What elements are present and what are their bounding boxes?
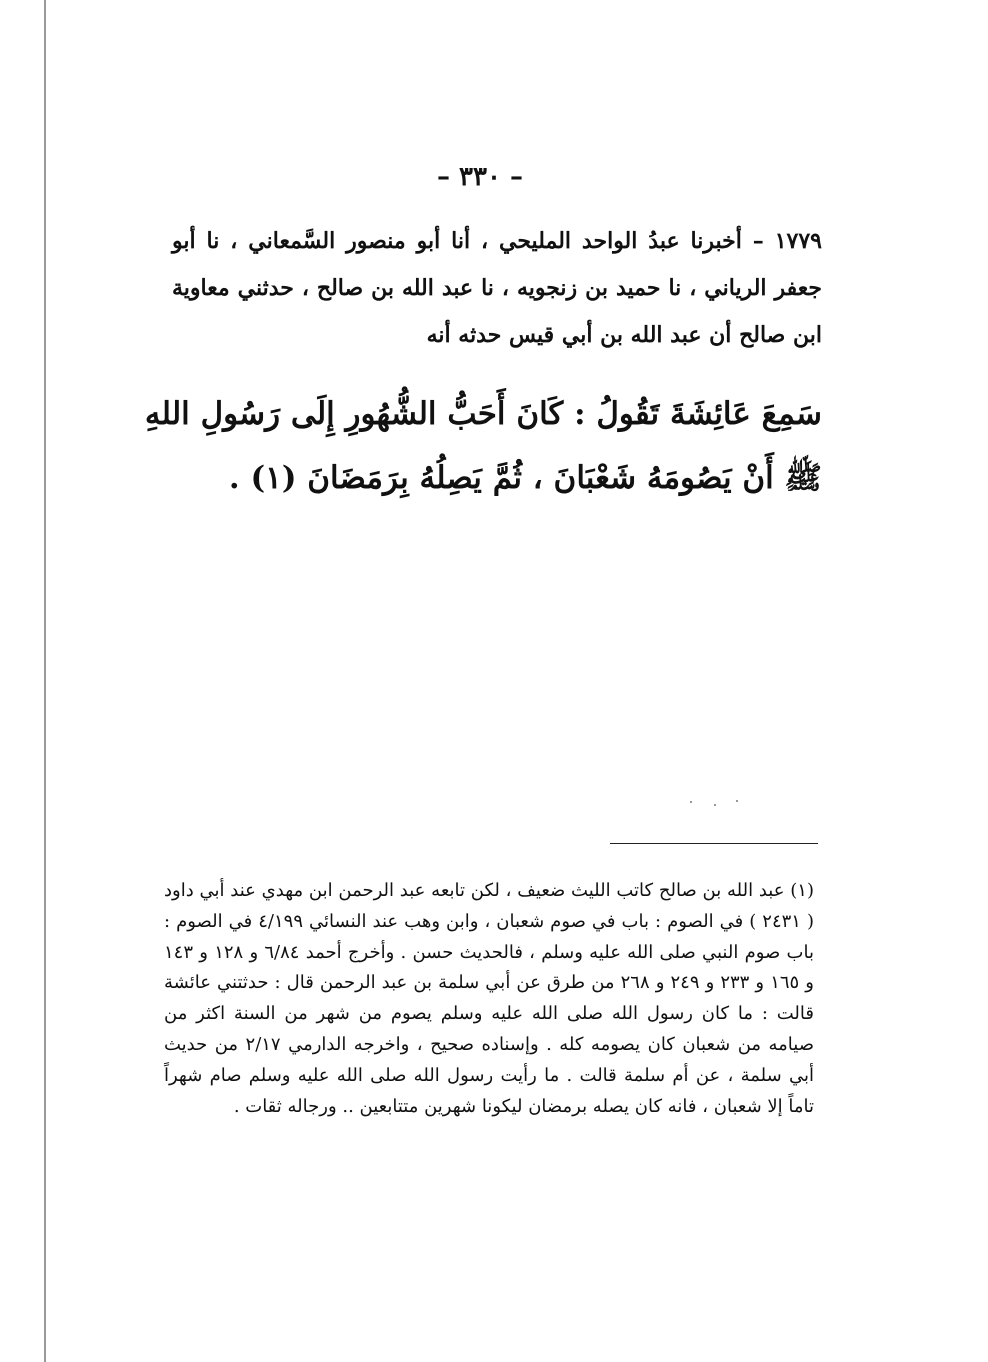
scan-specks	[686, 798, 746, 810]
binding-edge-line	[44, 0, 46, 1362]
hadith-isnad-paragraph	[172, 218, 822, 359]
footnote-separator	[610, 843, 818, 844]
footnote-marker: (١)	[790, 880, 814, 901]
page-number: – ٣٣٠ –	[436, 162, 524, 192]
hadith-isnad-text: – أخبرنا عبدُ الواحد المليحي ، أنا أبو منصور السَّمعاني ، نا أبو جعفر الرياني ، نا حميد بن زنجويه ، نا عبد الله بن صالح ، حدثني معاوية ابن صالح أن عبد الله بن أبي قيس حدثه أنه	[172, 228, 822, 348]
footnote-block	[164, 876, 814, 1122]
hadith-matn-line: سَمِعَ عَائِشَةَ تَقُولُ : كَانَ أَحَبُّ الشُّهُورِ إِلَى رَسُولِ اللهِ	[144, 396, 822, 432]
footnote-text: عبد الله بن صالح كاتب الليث ضعيف ، لكن تابعه عبد الرحمن ابن مهدي عند أبي داود ( ٢٤٣١ ) في الصوم : باب في صوم شعبان ، وابن وهب عند النسائي ٤/١٩٩ في الصوم : باب صوم النبي صلى الله عليه وسلم ، فالحديث حسن . وأخرج أحمد ٦/٨٤ و ١٢٨ و ١٤٣ و ١٦٥ و ٢٣٣ و ٢٤٩ و ٢٦٨ من طرق عن أبي سلمة بن عبد الرحمن قال : حدثتني عائشة قالت : ما كان رسول الله صلى الله عليه وسلم يصوم من شهر من السنة اكثر من صيامه من شعبان كان يصومه كله . وإسناده صحيح ، واخرجه الدارمي ٢/١٧ من حديث أبي سلمة ، عن أم سلمة قالت . ما رأيت رسول الله صلى الله عليه وسلم صام شهراً تاماً إلا شعبان ، فانه كان يصله برمضان ليكونا شهرين متتابعين .. ورجاله ثقات .	[164, 880, 815, 1117]
hadith-number: ١٧٧٩	[774, 228, 822, 254]
hadith-matn-line: ﷺ أَنْ يَصُومَهُ شَعْبَانَ ، ثُمَّ يَصِلُهُ بِرَمَضَانَ (١) .	[228, 460, 822, 496]
hadith-matn	[144, 382, 822, 510]
